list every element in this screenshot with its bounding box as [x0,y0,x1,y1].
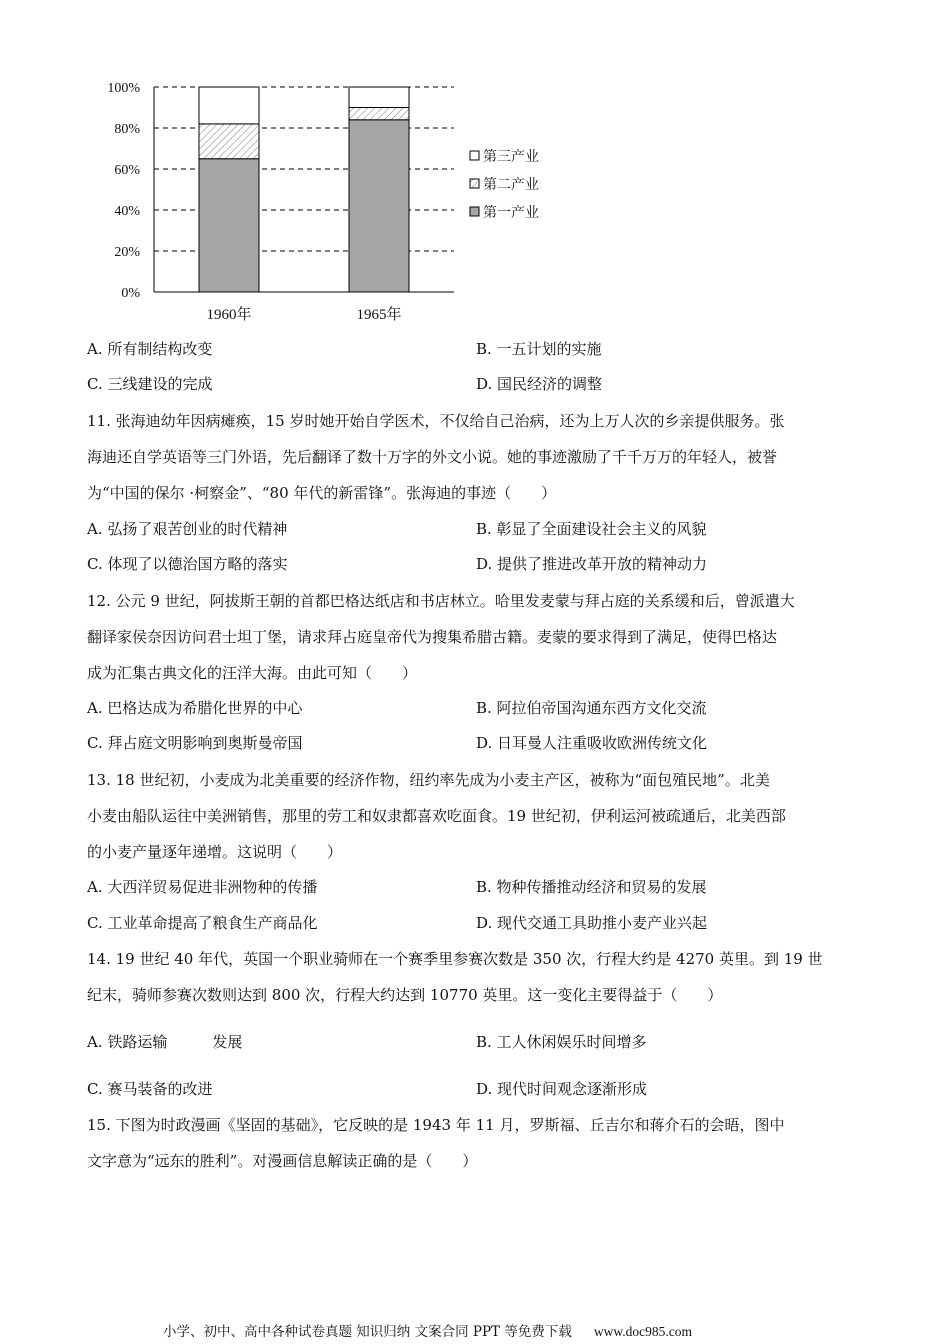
legend-swatch [470,179,479,188]
x-tick-label: 1965年 [356,307,402,323]
q13-option-c: C. 工业革命提高了粮食生产商品化 [87,914,318,932]
bar-segment [349,120,409,292]
q10-option-b: B. 一五计划的实施 [476,340,602,358]
q14-option-d: D. 现代时间观念逐渐形成 [476,1080,648,1098]
q11-option-c: C. 体现了以德治国方略的落实 [87,555,288,573]
x-tick-label: 1960年 [206,307,252,323]
bar-segment [199,124,259,159]
q13-stem-line-3: 的小麦产量逐年递增。这说明（ ） [87,843,343,861]
bar-segment [349,87,409,108]
q14-stem-line-2: 纪末，骑师参赛次数则达到 800 次，行程大约达到 10770 英里。这一变化主要得益于（ ） [87,986,723,1004]
q10-option-d: D. 国民经济的调整 [476,375,603,393]
q15-stem-line-1: 15. 下图为时政漫画《坚固的基础》，它反映的是 1943 年 11 月，罗斯福、丘吉尔和蒋介石的会晤，图中 [87,1116,785,1134]
q12-option-d: D. 日耳曼人注重吸收欧洲传统文化 [476,734,708,752]
y-tick-label: 0% [121,286,140,301]
q11-stem-line-3: 为“中国的保尔 ·柯察金”、“80 年代的新雷锋”。张海迪的事迹（ ） [87,484,557,502]
y-tick-label: 60% [114,163,140,178]
q12-stem-line-2: 翻译家侯奈因访问君士坦丁堡，请求拜占庭皇帝代为搜集希腊古籍。麦蒙的要求得到了满足，使得巴格达 [87,628,778,646]
page-footer [163,1323,692,1341]
y-tick-label: 20% [114,245,140,260]
q14-option-a: A. 铁路运输 发展 [87,1033,243,1051]
bar-segment [349,108,409,120]
q14-stem-line-1: 14. 19 世纪 40 年代，英国一个职业骑师在一个赛季里参赛次数是 350 次，行程大约是 4270 英里。到 19 世 [87,950,823,968]
q13-option-b: B. 物种传播推动经济和贸易的发展 [476,878,707,896]
q12-stem-line-1: 12. 公元 9 世纪，阿拔斯王朝的首都巴格达纸店和书店林立。哈里发麦蒙与拜占庭的关系缓和后，曾派遣大 [87,592,795,610]
q13-option-d: D. 现代交通工具助推小麦产业兴起 [476,914,708,932]
q11-option-b: B. 彰显了全面建设社会主义的风貌 [476,520,707,538]
legend-label: 第二产业 [483,177,539,193]
q12-option-b: B. 阿拉伯帝国沟通东西方文化交流 [476,699,707,717]
q11-stem-line-2: 海迪还自学英语等三门外语，先后翻译了数十万字的外文小说。她的事迹激励了千千万万的年轻人，被誉 [87,448,778,466]
q11-option-a: A. 弘扬了艰苦创业的时代精神 [87,520,288,538]
q13-stem-line-1: 13. 18 世纪初，小麦成为北美重要的经济作物，纽约率先成为小麦主产区，被称为“面包殖民地”。北美 [87,771,770,789]
y-tick-label: 40% [114,204,140,219]
legend-label: 第一产业 [483,205,539,221]
q10-option-a: A. 所有制结构改变 [87,340,213,358]
y-tick-label: 100% [107,81,140,96]
stacked-bar-chart [80,70,600,332]
q12-option-c: C. 拜占庭文明影响到奥斯曼帝国 [87,734,303,752]
legend-swatch [470,151,479,160]
q10-option-c: C. 三线建设的完成 [87,375,213,393]
q14-option-b: B. 工人休闲娱乐时间增多 [476,1033,647,1051]
q13-stem-line-2: 小麦由船队运往中美洲销售，那里的劳工和奴隶都喜欢吃面食。19 世纪初，伊利运河被疏通后，北美西部 [87,807,786,825]
footer-text: 小学、初中、高中各种试卷真题 知识归纳 文案合同 PPT 等免费下载 [163,1324,572,1340]
q15-stem-line-2: 文字意为“远东的胜利”。对漫画信息解读正确的是（ ） [87,1152,478,1170]
legend-label: 第三产业 [483,149,539,165]
q11-stem-line-1: 11. 张海迪幼年因病瘫痪，15 岁时她开始自学医术，不仅给自己治病，还为上万人次的乡亲提供服务。张 [87,412,785,430]
legend-swatch [470,207,479,216]
q13-option-a: A. 大西洋贸易促进非洲物种的传播 [87,878,318,896]
bar-segment [199,87,259,124]
y-tick-label: 80% [114,122,140,137]
q11-option-d: D. 提供了推进改革开放的精神动力 [476,555,708,573]
q12-option-a: A. 巴格达成为希腊化世界的中心 [87,699,303,717]
bar-segment [199,159,259,292]
footer-url[interactable]: www.doc985.com [593,1324,692,1339]
q12-stem-line-3: 成为汇集古典文化的汪洋大海。由此可知（ ） [87,664,418,682]
q14-option-c: C. 赛马装备的改进 [87,1080,213,1098]
